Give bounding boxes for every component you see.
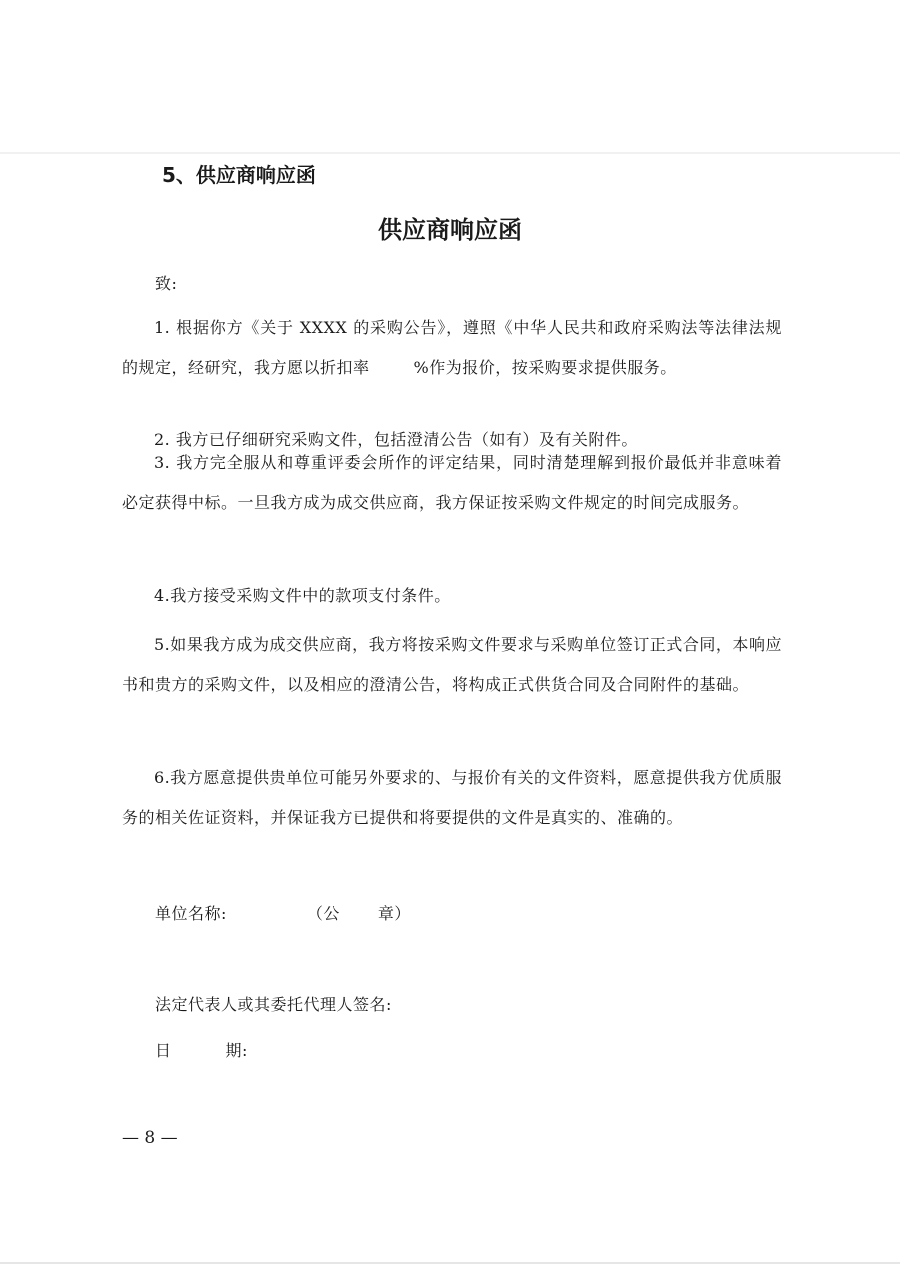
paragraph-2: 2. 我方已仔细研究采购文件，包括澄清公告（如有）及有关附件。 [154,430,638,449]
date-label-part1: 日 [155,1041,172,1060]
paragraph-4: 4.我方接受采购文件中的款项支付条件。 [154,586,451,605]
scan-edge-bottom [0,1262,900,1264]
paragraph-1-text-before-blank: 1. 根据你方《关于 XXXX 的采购公告》，遵照《中华人民共和政府采购法等法律法规的规定，经研究，我方愿以折扣率 [122,318,782,377]
section-heading: 5、供应商响应函 [162,163,316,187]
seal-open: （公 [306,904,340,923]
document-title: 供应商响应函 [378,216,522,244]
scan-edge-top [0,152,900,154]
paragraph-6: 6.我方愿意提供贵单位可能另外要求的、与报价有关的文件资料，愿意提供我方优质服务的相关佐证资料，并保证我方已提供和将要提供的文件是真实的、准确的。 [122,768,782,827]
paragraph-1-text-after-blank: %作为报价，按采购要求提供服务。 [413,358,677,377]
date-label-part2: 期: [225,1041,248,1060]
date-line [155,1039,248,1063]
paragraph-1 [122,308,782,388]
paragraph-5: 5.如果我方成为成交供应商，我方将按采购文件要求与采购单位签订正式合同，本响应书和贵方的采购文件，以及相应的澄清公告，将构成正式供货合同及合同附件的基础。 [122,635,782,694]
seal-close: 章） [377,904,411,923]
representative-signature-label: 法定代表人或其委托代理人签名: [155,995,392,1014]
unit-name-label: 单位名称: [155,904,227,923]
salutation: 致: [155,274,178,293]
unit-name-line [155,902,411,926]
paragraph-3: 3. 我方完全服从和尊重评委会所作的评定结果，同时清楚理解到报价最低并非意味着必定获得中标。一旦我方成为成交供应商，我方保证按采购文件规定的时间完成服务。 [122,453,782,512]
page-number: — 8 — [122,1128,178,1148]
